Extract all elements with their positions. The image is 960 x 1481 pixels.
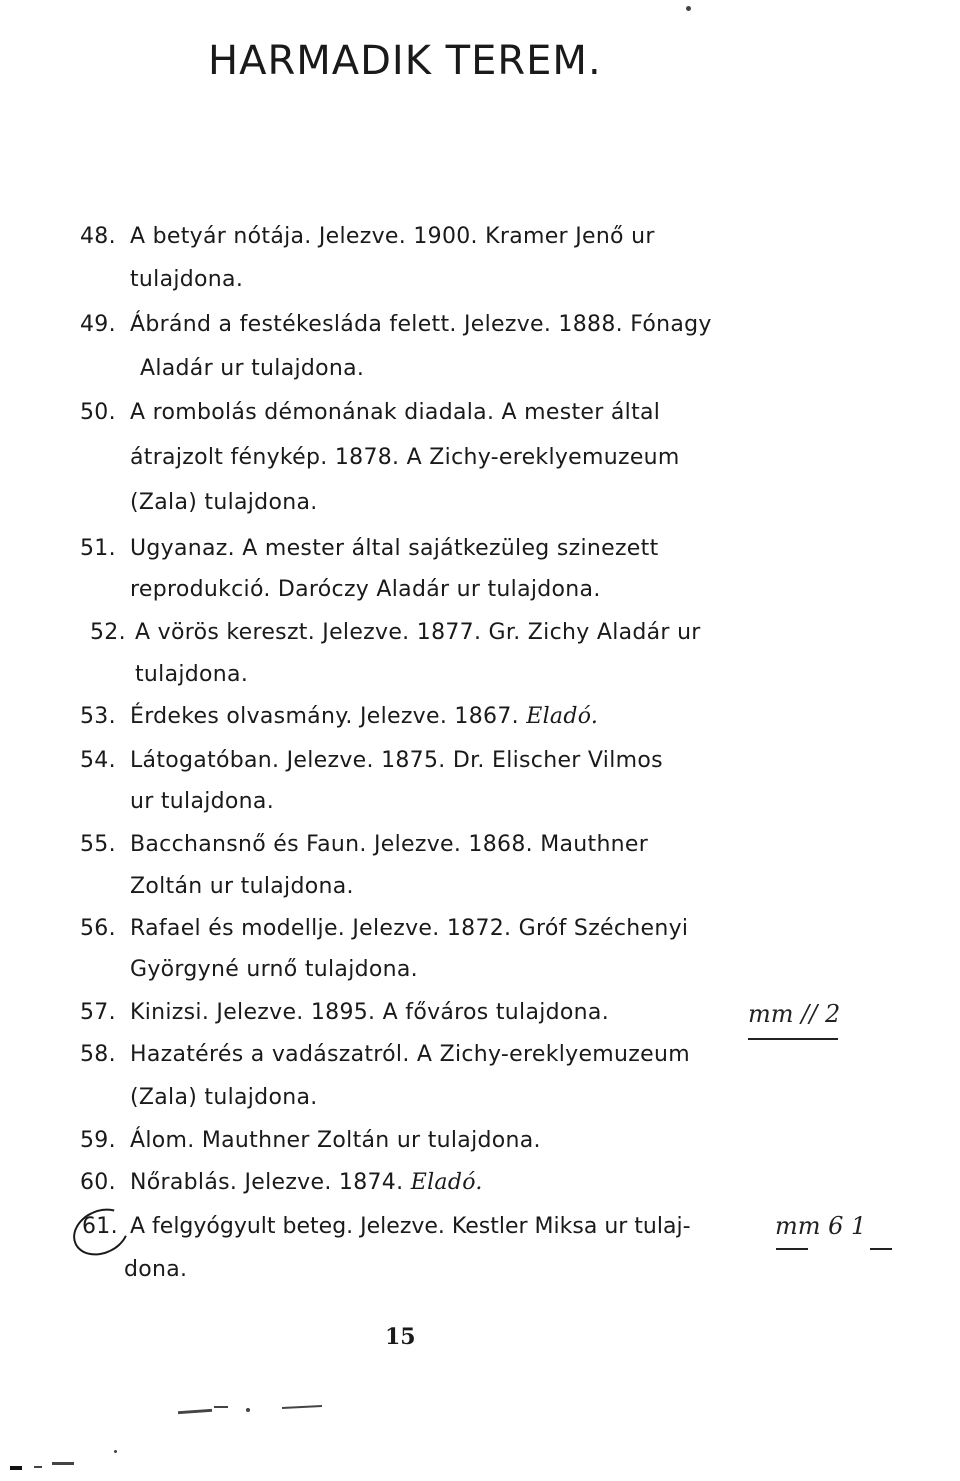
- entry-text: Nőrablás. Jelezve. 1874.: [130, 1170, 404, 1195]
- entry-text-line: reprodukció. Daróczy Aladár ur tulajdona.: [130, 577, 601, 602]
- smudge-mark: [282, 1405, 322, 1409]
- entry-text-line: [130, 702, 598, 732]
- for-sale-note: Eladó.: [410, 1170, 483, 1195]
- entry-number: 58.: [80, 1042, 116, 1067]
- smudge-mark: [178, 1409, 212, 1414]
- entry-text-line: Györgyné urnő tulajdona.: [130, 957, 418, 982]
- entry-text: Érdekes olvasmány. Jelezve. 1867.: [130, 704, 519, 729]
- handwritten-underline: [748, 1038, 838, 1040]
- handwritten-underline: [776, 1248, 808, 1250]
- page-title: HARMADIK TEREM.: [208, 38, 602, 84]
- smudge-mark: [10, 1466, 22, 1470]
- entry-number: 52.: [90, 620, 126, 645]
- smudge-mark: [114, 1450, 117, 1453]
- entry-number: 50.: [80, 400, 116, 425]
- smudge-mark: [246, 1408, 250, 1412]
- entry-text-line: A vörös kereszt. Jelezve. 1877. Gr. Zichy Aladár ur: [135, 620, 701, 645]
- entry-text-line: Bacchansnő és Faun. Jelezve. 1868. Mauthner: [130, 832, 649, 857]
- entry-number: 51.: [80, 536, 116, 561]
- entry-number: 59.: [80, 1128, 116, 1153]
- entry-text-line: átrajzolt fénykép. 1878. A Zichy-ereklyemuzeum: [130, 445, 680, 470]
- handwritten-note-61: mm 6 1: [775, 1212, 867, 1240]
- entry-text-line: A betyár nótája. Jelezve. 1900. Kramer Jenő ur: [130, 224, 655, 249]
- page-number: 15: [385, 1324, 416, 1350]
- entry-number: 54.: [80, 748, 116, 773]
- entry-number: 48.: [80, 224, 116, 249]
- handwritten-underline: [870, 1248, 892, 1250]
- entry-text-line: Álom. Mauthner Zoltán ur tulajdona.: [130, 1128, 541, 1153]
- entry-number: 60.: [80, 1170, 116, 1195]
- entry-number: 53.: [80, 704, 116, 729]
- entry-text-line: Ábránd a festékesláda felett. Jelezve. 1888. Fónagy: [130, 312, 712, 337]
- entry-text-line: Zoltán ur tulajdona.: [130, 874, 354, 899]
- entry-number: 56.: [80, 916, 116, 941]
- entry-text-line: Rafael és modellje. Jelezve. 1872. Gróf Széchenyi: [130, 916, 689, 941]
- handwritten-note-57: mm // 2: [748, 1000, 841, 1028]
- entry-text-line: Aladár ur tulajdona.: [140, 356, 365, 381]
- entry-text-line: Kinizsi. Jelezve. 1895. A főváros tulajdona.: [130, 1000, 609, 1025]
- smudge-mark: [686, 6, 691, 11]
- entry-text-line: dona.: [124, 1257, 188, 1282]
- entry-number: 55.: [80, 832, 116, 857]
- smudge-mark: [52, 1462, 74, 1465]
- entry-text-line: (Zala) tulajdona.: [130, 490, 318, 515]
- entry-text-line: Látogatóban. Jelezve. 1875. Dr. Elischer Vilmos: [130, 748, 663, 773]
- entry-number: 61.: [82, 1214, 118, 1239]
- entry-text-line: [130, 1168, 483, 1198]
- entry-text-line: tulajdona.: [135, 662, 249, 687]
- entry-text-line: A rombolás démonának diadala. A mester által: [130, 400, 661, 425]
- entry-text-line: Ugyanaz. A mester által sajátkezüleg szinezett: [130, 536, 659, 561]
- smudge-mark: [34, 1466, 42, 1468]
- smudge-mark: [214, 1406, 228, 1408]
- entry-number: 57.: [80, 1000, 116, 1025]
- entry-text-line: ur tulajdona.: [130, 789, 274, 814]
- entry-text-line: A felgyógyult beteg. Jelezve. Kestler Miksa ur tulaj-: [130, 1214, 691, 1239]
- entry-text-line: (Zala) tulajdona.: [130, 1085, 318, 1110]
- entry-number: 49.: [80, 312, 116, 337]
- for-sale-note: Eladó.: [526, 704, 599, 729]
- entry-text-line: tulajdona.: [130, 267, 244, 292]
- entry-text-line: Hazatérés a vadászatról. A Zichy-ereklyemuzeum: [130, 1042, 690, 1067]
